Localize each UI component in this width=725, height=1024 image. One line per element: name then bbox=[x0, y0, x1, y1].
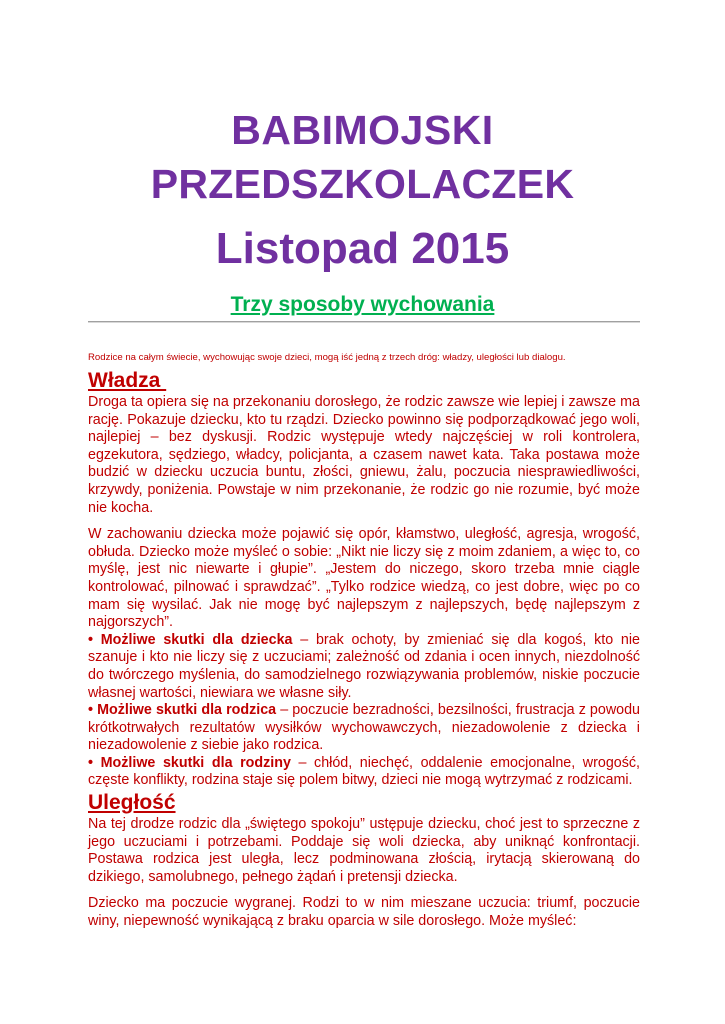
section-wladza bbox=[88, 368, 640, 790]
bullet-text: – brak ochoty, by zmieniać się dla kogoś, kto nie szanuje i kto nie liczy się z uczuciami; zależność od zdania i ocen innych, niezdolność do twórczego myślenia, do samodzielnego rozwiązywania problemów, niskie poczucie własnej wartości, niewiara we własne siły. bbox=[88, 631, 640, 701]
bullet-text: – chłód, niechęć, oddalenie emocjonalne, wrogość, częste konflikty, rodzina staje się polem bitwy, dzieci nie mogą wytrzymać z rodzicami. bbox=[88, 754, 641, 789]
subtitle: Trzy sposoby wychowania bbox=[230, 293, 495, 316]
paragraph: Na tej drodze rodzic dla „świętego spokoju” ustępuje dziecku, choć jest to sprzeczne z jego uczuciami i potrzebami. Poddaje się woli dziecka, aby uniknąć konfrontacji. Postawa rodzica jest uległa, lecz podminowana złością, irytacją skierowaną do dzikiego, samolubnego, pełnego żądań i pretensji dziecka. bbox=[88, 816, 640, 885]
title-line-1: BABIMOJSKI bbox=[231, 107, 494, 153]
title-line-3: Listopad 2015 bbox=[215, 224, 510, 273]
intro-text: Rodzice na całym świecie, wychowując swoje dzieci, mogą iść jedną z trzech dróg: władzy, uległości lub dialogu. bbox=[88, 352, 566, 363]
bullet-text: – poczucie bezradności, bezsilności, frustracja z powodu krótkotrwałych rezultatów wysiłków wychowawczych, niezadowolenie z dziecka i niezadowolenie z siebie jako rodzica. bbox=[88, 702, 641, 754]
bullet-item bbox=[88, 632, 640, 702]
paragraph: Droga ta opiera się na przekonaniu dorosłego, że rodzic zawsze wie lepiej i zawsze ma rację. Pokazuje dziecku, kto tu rządzi. Dziecko powinno się podporządkować jego woli, najlepiej – bez dyskusji. Rodzic występuje wtedy najczęściej w roli kontrolera, egzekutora, sędziego, władcy, policjanta, a czasem nawet kata. Taka postawa może budzić w dziecku uczucia buntu, złości, gniewu, żalu, poczucia niesprawiedliwości, krzywdy, poniżenia. Powstaje w nim przekonanie, że rodzic go nie rozumie, być może nie kocha. bbox=[88, 394, 640, 516]
divider bbox=[88, 321, 640, 323]
paragraph: W zachowaniu dziecka może pojawić się opór, kłamstwo, uległość, agresja, wrogość, obłuda. Dziecko może myśleć o sobie: „Nikt nie liczy się z moim zdaniem, a więc to, co myślę, jest nic niewarte i głupie”. „Jestem do niczego, skoro trzeba mnie ciągle kontrolować, pilnować i sprawdzać”. „Tylko rodzice wiedzą, co jest dobre, więc po co mam się wysilać. Jak nie mogę być najlepszym z najlepszych, będę najlepszym z najgorszych”. bbox=[88, 526, 640, 631]
bullet-item bbox=[88, 755, 640, 790]
bullet-label: • Możliwe skutki dla rodzica bbox=[88, 702, 277, 719]
section-heading-wladza: Władza bbox=[88, 369, 167, 392]
bullet-label: • Możliwe skutki dla dziecka bbox=[88, 631, 293, 648]
bullet-label: • Możliwe skutki dla rodziny bbox=[88, 754, 291, 771]
title-line-2: PRZEDSZKOLACZEK bbox=[150, 161, 575, 207]
paragraph: Dziecko ma poczucie wygranej. Rodzi to w nim mieszane uczucia: triumf, poczucie winy, niepewność wynikającą z braku oparcia w sile dorosłego. Może myśleć: bbox=[88, 895, 640, 929]
bullet-item bbox=[88, 702, 640, 755]
section-uleglosc bbox=[88, 790, 640, 931]
section-heading-uleglosc: Uległość bbox=[88, 791, 176, 814]
